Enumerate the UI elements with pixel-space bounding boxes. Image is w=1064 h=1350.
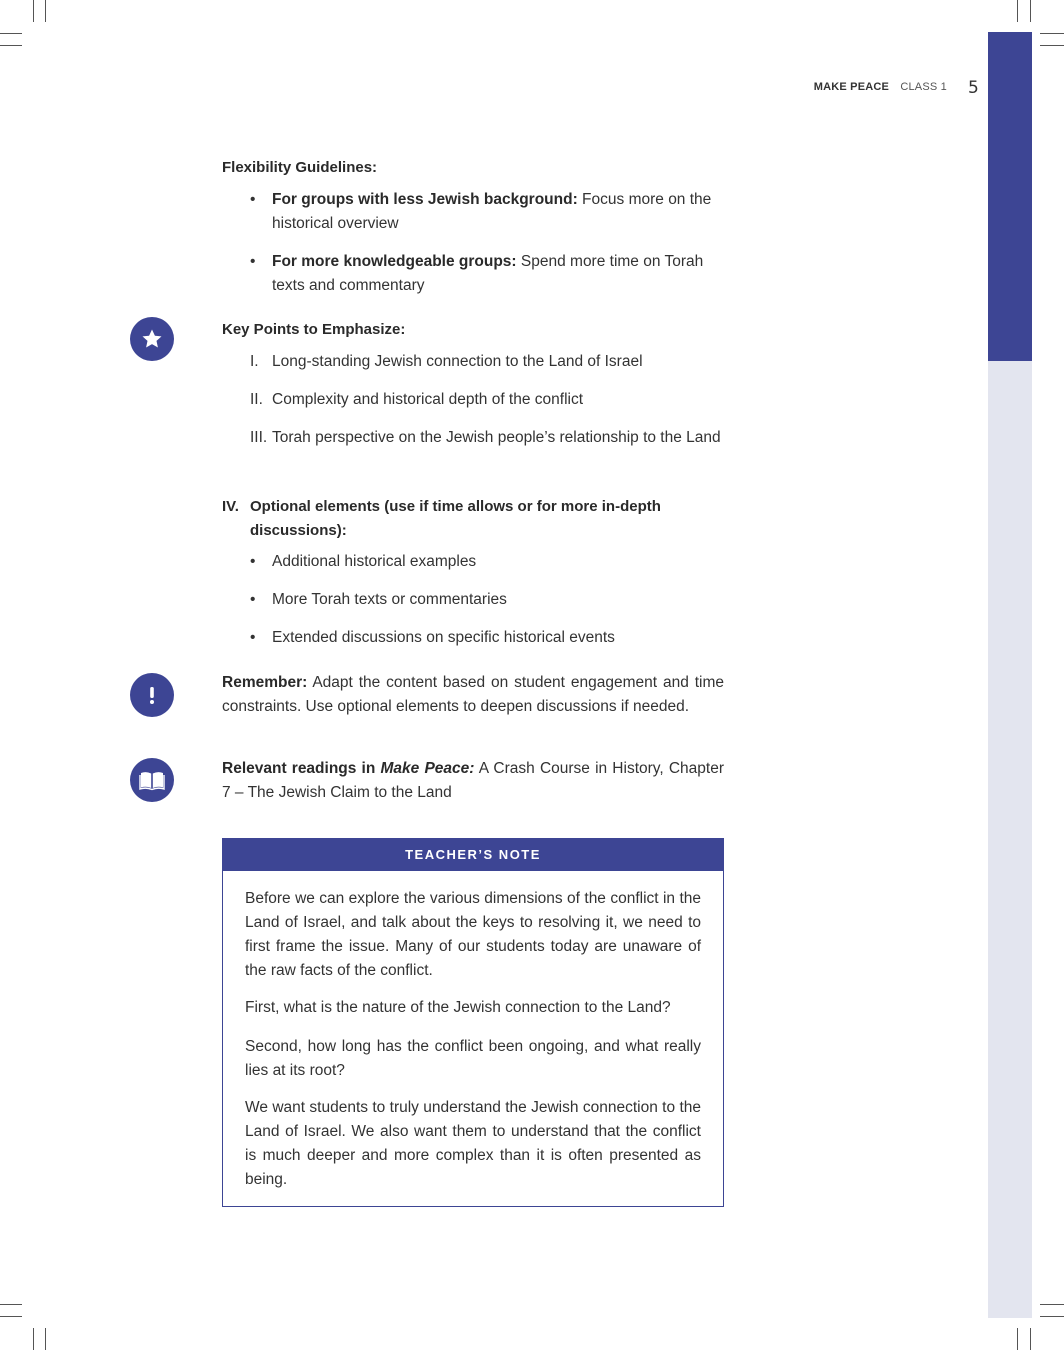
- item-text: Extended discussions on specific historical events: [272, 629, 615, 646]
- crop-mark: [0, 1316, 22, 1317]
- crop-mark: [1030, 1328, 1031, 1350]
- crop-mark: [1030, 0, 1031, 22]
- readings-paragraph: [222, 757, 724, 805]
- class-label: CLASS 1: [900, 81, 947, 93]
- remember-label: Remember:: [222, 674, 308, 691]
- crop-mark: [1040, 45, 1064, 46]
- note-paragraph: We want students to truly understand the Jewish connection to the Land of Israel. We also want them to understand that the conflict is much deeper and more complex than it is often presented as being.: [245, 1099, 701, 1188]
- numeral: I.: [250, 353, 259, 370]
- chapter-tab: [988, 32, 1032, 361]
- note-paragraph: Before we can explore the various dimensions of the conflict in the Land of Israel, and talk about the keys to resolving it, we need to first frame the issue. Many of our students today are unaware of the raw facts of the conflict.: [245, 890, 701, 979]
- crop-mark: [1040, 1316, 1064, 1317]
- bullet: •: [250, 253, 256, 270]
- readings-text: A Crash Course in History, Chapter 7 – The Jewish Claim to the Land: [222, 760, 725, 801]
- list-item: [250, 588, 724, 612]
- star-icon: [130, 317, 174, 361]
- crop-mark: [0, 33, 22, 34]
- item-text: Spend more time on Torah texts and commentary: [272, 253, 704, 294]
- teachers-note-title: TEACHER’S NOTE: [223, 839, 723, 871]
- teachers-note-box: [222, 838, 724, 1207]
- crop-mark: [45, 1328, 46, 1350]
- bullet: •: [250, 591, 256, 608]
- item-text: Additional historical examples: [272, 553, 477, 570]
- note-paragraph: Second, how long has the conflict been ongoing, and what really lies at its root?: [245, 1038, 701, 1079]
- bullet: •: [250, 629, 256, 646]
- exclamation-icon: [130, 673, 174, 717]
- item-label: For more knowledgeable groups:: [272, 253, 517, 270]
- list-item: [250, 388, 724, 412]
- remember-text: Adapt the content based on student engagement and time constraints. Use optional elements to deepen discussions if needed.: [222, 674, 724, 715]
- list-item: [250, 426, 724, 450]
- crop-mark: [33, 0, 34, 22]
- numeral: III.: [250, 429, 268, 446]
- list-item: [250, 550, 724, 574]
- item-label: For groups with less Jewish background:: [272, 191, 578, 208]
- crop-mark: [0, 1304, 22, 1305]
- note-paragraph: First, what is the nature of the Jewish connection to the Land?: [245, 999, 671, 1016]
- book-title: MAKE PEACE: [813, 81, 890, 93]
- readings-label: Relevant readings in: [222, 760, 381, 777]
- crop-mark: [33, 1328, 34, 1350]
- list-item: [250, 626, 724, 650]
- item-text: Complexity and historical depth of the conflict: [272, 391, 584, 408]
- list-item: [250, 188, 724, 236]
- bullet: •: [250, 553, 256, 570]
- book-icon: [130, 758, 174, 802]
- running-head: [814, 81, 947, 93]
- readings-book-title: Make Peace:: [380, 760, 475, 777]
- list-item: [250, 350, 724, 374]
- bullet: •: [250, 191, 256, 208]
- crop-mark: [1017, 1328, 1018, 1350]
- crop-mark: [1040, 1304, 1064, 1305]
- crop-mark: [0, 45, 22, 46]
- crop-mark: [1017, 0, 1018, 22]
- flexibility-heading: Flexibility Guidelines:: [222, 159, 378, 176]
- item-text: Focus more on the historical overview: [272, 191, 712, 232]
- item-text: Torah perspective on the Jewish people’s relationship to the Land: [272, 429, 721, 446]
- optional-heading: [222, 495, 724, 543]
- margin-band: [988, 361, 1032, 1318]
- numeral: IV.: [222, 498, 239, 515]
- crop-mark: [45, 0, 46, 22]
- item-text: Long-standing Jewish connection to the Land of Israel: [272, 353, 643, 370]
- numeral: II.: [250, 391, 263, 408]
- remember-paragraph: [222, 671, 724, 719]
- page-number: 5: [968, 78, 979, 98]
- key-points-heading: Key Points to Emphasize:: [222, 321, 406, 338]
- crop-mark: [1040, 33, 1064, 34]
- item-text: More Torah texts or commentaries: [272, 591, 507, 608]
- optional-heading-text: Optional elements (use if time allows or for more in-depth discussions):: [250, 498, 661, 539]
- list-item: [250, 250, 724, 298]
